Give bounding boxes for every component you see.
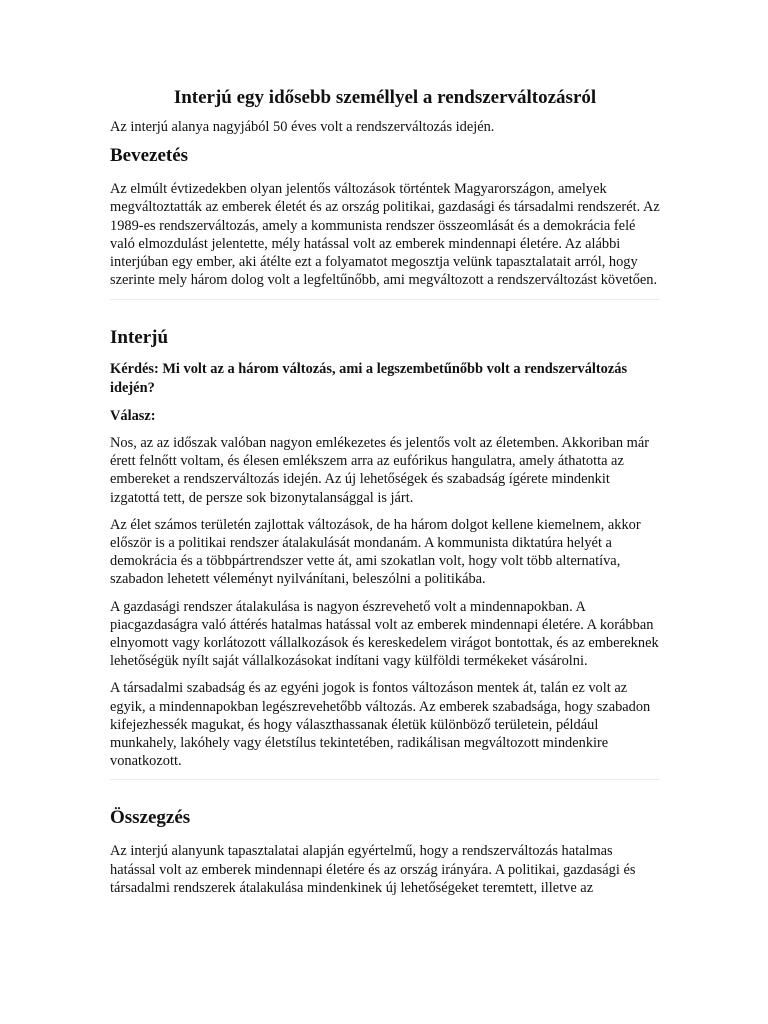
answer-paragraph-1: Nos, az az időszak valóban nagyon emlékezetes és jelentős volt az életemben. Akkoriban már érett felnőtt voltam, és élesen emlékszem arra az eufórikus hangulatra, amely áthatotta az embereket a rendszerváltozás idején. Az új lehetőségek és szabadság ígérete mindenkit izgatottá tett, de persze sok bizonytalansággal is járt. bbox=[110, 435, 650, 506]
section-divider bbox=[110, 299, 660, 300]
introduction-section bbox=[110, 144, 660, 289]
introduction-heading: Bevezetés bbox=[110, 145, 189, 167]
answer-paragraph-3: A gazdasági rendszer átalakulása is nagyon észrevehető volt a mindennapokban. A piacgazdaságra való áttérés hatalmas hatással volt az emberek mindennapi életére. A korábban elnyomott vagy korlátozott vállalkozások és kereskedelem virágot bontottak, és az embereknek lehetőségük nyílt saját vállalkozásokat indítani vagy külföldi termékeket vásárolni. bbox=[110, 598, 659, 670]
introduction-paragraph: Az elmúlt évtizedekben olyan jelentős változások történtek Magyarországon, amelyek megváltoztatták az emberek életét és az ország politikai, gazdasági és társadalmi rendszerét. Az 1989-es rendszerváltozás, amely a kommunista rendszer összeomlását és a demokrácia felé való elmozdulást jelentette, mély hatással volt az emberek mindennapi életére. Az alábbi interjúban egy ember, aki átélte ezt a folyamatot megosztja velünk tapasztalatait arról, hogy szerinte mely három dolog volt a legfeltűnőbb, ami megváltozott a rendszerváltozást követően. bbox=[110, 181, 660, 289]
answer-label: Válasz: bbox=[110, 407, 156, 424]
interview-question: Kérdés: Mi volt az a három változás, ami a legszembetűnőbb volt a rendszerváltozás idején? bbox=[110, 361, 628, 396]
answer-paragraph-2: Az élet számos területén zajlottak változások, de ha három dolgot kellene kiemelnem, akkor először is a politikai rendszer átalakulását mondanám. A kommunista diktatúra helyét a demokrácia és a többpártrendszer vette át, ami szokatlan volt, hogy volt több alternatíva, szabadon lehetett véleményt nyilvánítani, beleszólni a politikába. bbox=[110, 516, 641, 588]
section-divider bbox=[110, 779, 660, 780]
document-title: Interjú egy idősebb személlyel a rendszerváltozásról bbox=[173, 87, 597, 108]
summary-paragraph: Az interjú alanyunk tapasztalatai alapján egyértelmű, hogy a rendszerváltozás hatalmas hatással volt az emberek mindennapi életére és az ország irányára. A politikai, gazdasági és társadalmi rendszerek átalakulása mindenkinek új lehetőségeket teremtett, illetve az bbox=[110, 843, 636, 896]
interview-section bbox=[110, 326, 660, 770]
document-page bbox=[110, 86, 660, 897]
interview-heading: Interjú bbox=[110, 327, 169, 349]
summary-section bbox=[110, 806, 660, 897]
intro-note: Az interjú alanya nagyjából 50 éves volt a rendszerváltozás idején. bbox=[110, 119, 495, 135]
summary-heading: Összegzés bbox=[110, 807, 191, 829]
answer-paragraph-4: A társadalmi szabadság és az egyéni jogok is fontos változáson mentek át, talán ez volt az egyik, a mindennapokban legészrevehetőbb változás. Az emberek szabadsága, hogy szabadon kifejezhessék magukat, és hogy választhassanak életük különböző területein, például munkahely, lakóhely vagy életstílus tekintetében, radikálisan megváltozott mindenkire vonatkozott. bbox=[110, 680, 651, 770]
